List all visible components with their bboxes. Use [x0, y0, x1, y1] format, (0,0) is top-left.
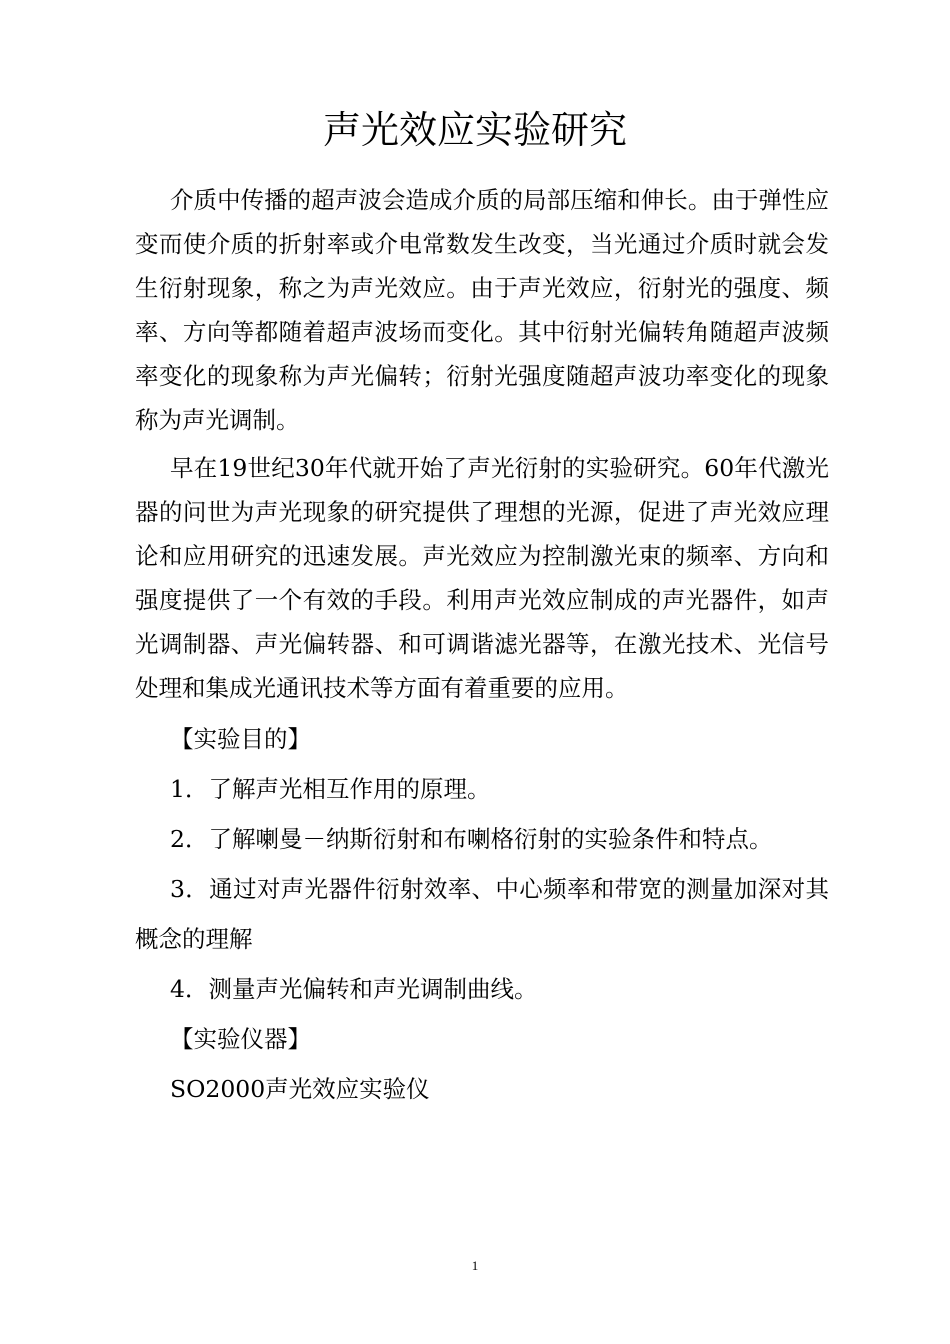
intro-paragraph-1: 介质中传播的超声波会造成介质的局部压缩和伸长。由于弹性应变而使介质的折射率或介电常数发生改变，当光通过介质时就会发生衍射现象，称之为声光效应。由于声光效应，衍射光的强度、频率、方向等都随着超声波场而变化。其中衍射光偏转角随超声波频率变化的现象称为声光偏转；衍射光强度随超声波功率变化的现象称为声光调制。: [135, 186, 829, 434]
intro-paragraph-2: 早在19世纪30年代就开始了声光衍射的实验研究。60年代激光器的问世为声光现象的研究提供了理想的光源，促进了声光效应理论和应用研究的迅速发展。声光效应为控制激光束的频率、方向和强度提供了一个有效的手段。利用声光效应制成的声光器件，如声光调制器、声光偏转器、和可调谐滤光器等，在激光技术、光信号处理和集成光通讯技术等方面有着重要的应用。: [135, 454, 829, 702]
purpose-item-4: 4．测量声光偏转和声光调制曲线。: [170, 975, 538, 1003]
instrument-text: SO2000声光效应实验仪: [170, 1075, 430, 1103]
page-number: 1: [471, 1258, 479, 1273]
purpose-item-2: 2．了解喇曼－纳斯衍射和布喇格衍射的实验条件和特点。: [170, 825, 773, 853]
instrument-heading: 【实验仪器】: [170, 1025, 311, 1053]
purpose-item-3: 3．通过对声光器件衍射效率、中心频率和带宽的测量加深对其概念的理解: [135, 875, 829, 953]
purpose-item-1: 1．了解声光相互作用的原理。: [170, 775, 491, 803]
purpose-heading: 【实验目的】: [170, 725, 311, 753]
document-body: [135, 178, 829, 1114]
page-title: 声光效应实验研究: [322, 108, 627, 152]
